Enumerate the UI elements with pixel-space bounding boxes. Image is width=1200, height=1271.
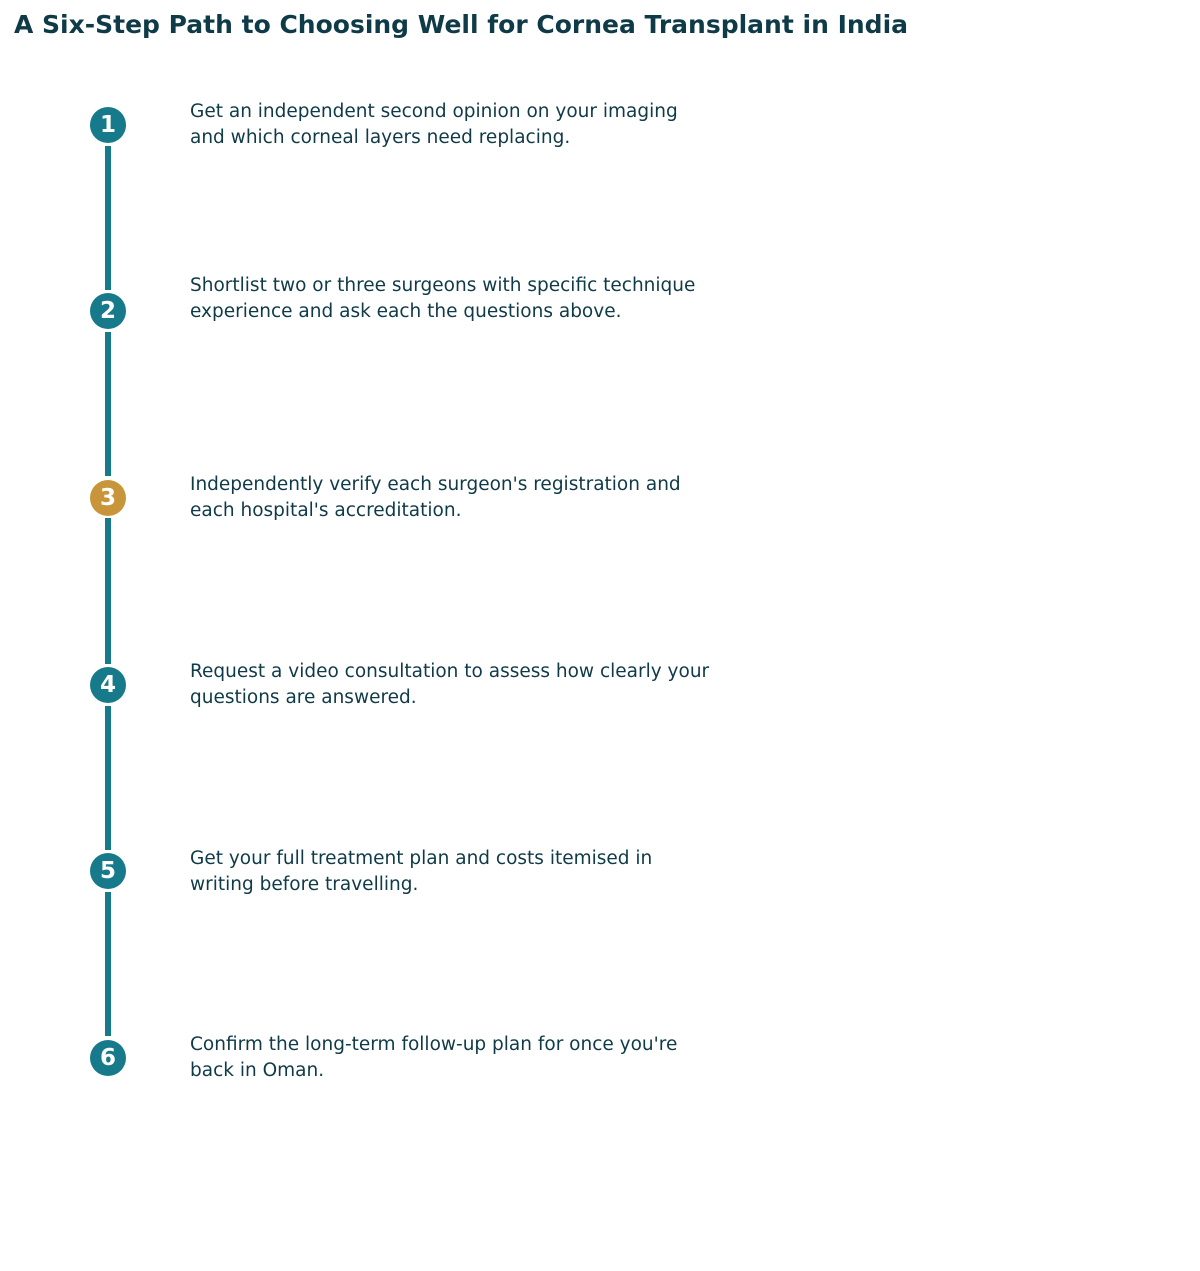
- timeline-connector: [105, 706, 111, 850]
- step-number-badge-highlighted: 3: [90, 480, 126, 516]
- step-description: Confirm the long-term follow-up plan for once you're back in Oman.: [190, 1034, 678, 1081]
- timeline-connector: [105, 892, 111, 1036]
- step-number-badge: 1: [90, 107, 126, 143]
- timeline-connector: [105, 518, 111, 664]
- step-description: Get your full treatment plan and costs itemised in writing before travelling.: [190, 848, 653, 895]
- step-number-badge: 2: [90, 293, 126, 329]
- step-description: Shortlist two or three surgeons with specific technique experience and ask each the questions above.: [190, 275, 696, 322]
- step-number-badge: 5: [90, 853, 126, 889]
- step-description: Request a video consultation to assess how clearly your questions are answered.: [190, 661, 710, 708]
- step-description: Independently verify each surgeon's registration and each hospital's accreditation.: [190, 474, 681, 521]
- timeline-connector: [105, 332, 111, 476]
- step-number-badge: 6: [90, 1040, 126, 1076]
- timeline-connector: [105, 146, 111, 290]
- step-number-badge: 4: [90, 667, 126, 703]
- page-title: A Six-Step Path to Choosing Well for Cornea Transplant in India: [14, 10, 909, 39]
- step-description: Get an independent second opinion on your imaging and which corneal layers need replacing.: [190, 101, 678, 148]
